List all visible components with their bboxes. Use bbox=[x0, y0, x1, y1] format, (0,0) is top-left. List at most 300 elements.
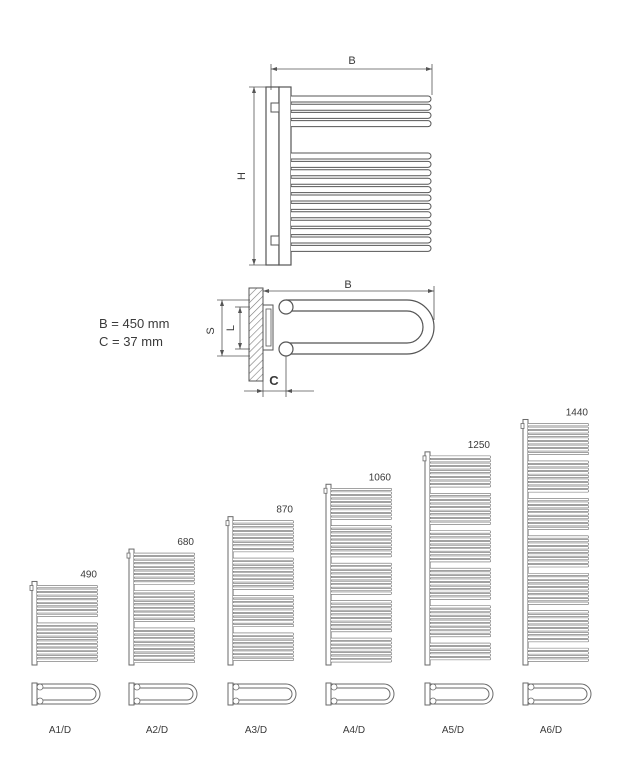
model-tube-bar bbox=[233, 549, 294, 551]
model-name-label: A3/D bbox=[244, 725, 268, 736]
model-tube-bar bbox=[528, 490, 589, 492]
model-tube-bar bbox=[430, 586, 491, 588]
model-side-u-inner bbox=[528, 688, 587, 700]
model-tube-bar bbox=[134, 560, 195, 562]
model-tube-bar bbox=[233, 587, 294, 589]
model-tube-bar bbox=[331, 570, 392, 572]
front-tube-bar bbox=[291, 245, 431, 251]
model-tube-bar bbox=[528, 486, 589, 488]
model-tube-bar bbox=[528, 625, 589, 627]
model-tube-bar bbox=[331, 588, 392, 590]
model-tube-bar bbox=[528, 445, 589, 447]
model-tube-bar bbox=[430, 515, 491, 517]
model-tube-bar bbox=[430, 459, 491, 461]
model-tube-bar bbox=[134, 616, 195, 618]
model-tube-bar bbox=[37, 585, 98, 587]
model-collector bbox=[523, 419, 528, 665]
model-tube-bar bbox=[331, 488, 392, 490]
model-side-collector bbox=[430, 698, 436, 704]
model-tube-bar bbox=[331, 544, 392, 546]
spec-b-value: B = 450 mm bbox=[99, 316, 170, 331]
model-tube-bar bbox=[528, 611, 589, 613]
model-tube-bar bbox=[331, 615, 392, 617]
model-tube-bar bbox=[233, 535, 294, 537]
model-tube-bar bbox=[528, 614, 589, 616]
model-tube-bar bbox=[528, 602, 589, 604]
side-collector-bottom bbox=[279, 342, 293, 356]
front-tube-bar bbox=[291, 220, 431, 226]
front-tube-bar bbox=[291, 187, 431, 193]
model-tube-bar bbox=[331, 495, 392, 497]
spec-c-value: C = 37 mm bbox=[99, 334, 163, 349]
side-s-label: S bbox=[205, 327, 217, 335]
model-side-collector bbox=[37, 684, 43, 690]
model-tube-bar bbox=[528, 648, 589, 650]
model-tube-bar bbox=[528, 502, 589, 504]
model-side-collector bbox=[528, 698, 534, 704]
model-tube-bar bbox=[134, 571, 195, 573]
model-side-bracket bbox=[228, 683, 233, 705]
model-tube-bar bbox=[37, 648, 98, 650]
model-tube-bar bbox=[528, 595, 589, 597]
model-tube-bar bbox=[331, 645, 392, 647]
model-tube-bar bbox=[134, 660, 195, 662]
model-tube-bar bbox=[528, 632, 589, 634]
model-tube-bar bbox=[528, 539, 589, 541]
model-tube-bar bbox=[430, 542, 491, 544]
model-tube-bar bbox=[528, 547, 589, 549]
model-height-label: 490 bbox=[80, 569, 97, 581]
model-tube-bar bbox=[37, 611, 98, 613]
model-tube-bar bbox=[331, 529, 392, 531]
side-l-arrow-top bbox=[238, 307, 242, 313]
model-tube-bar bbox=[134, 639, 195, 641]
front-view bbox=[236, 55, 432, 265]
model-tube-bar bbox=[331, 517, 392, 519]
model-tube-bar bbox=[528, 479, 589, 481]
model-tube-bar bbox=[430, 647, 491, 649]
model-tube-bar bbox=[233, 521, 294, 523]
model-tube-bar bbox=[430, 609, 491, 611]
model-tube-bar bbox=[37, 644, 98, 646]
model-tube-bar bbox=[134, 609, 195, 611]
front-h-arrow-top bbox=[252, 87, 256, 93]
model-tube-bar bbox=[37, 623, 98, 625]
model-tube-bar bbox=[430, 456, 491, 458]
model-tube-bar bbox=[233, 562, 294, 564]
model-tube-bar bbox=[528, 543, 589, 545]
model-tube-bar bbox=[331, 626, 392, 628]
model-tube-bar bbox=[430, 606, 491, 608]
side-b-label: B bbox=[344, 279, 352, 291]
front-b-arrow-right bbox=[426, 67, 432, 71]
model-tube-bar bbox=[430, 545, 491, 547]
front-tube-group bbox=[291, 96, 431, 251]
model-tube-bar bbox=[233, 633, 294, 635]
model-tube-bar bbox=[331, 649, 392, 651]
model-tube-bar bbox=[331, 608, 392, 610]
model-tube-bar bbox=[134, 619, 195, 621]
model-tube-bar bbox=[430, 643, 491, 645]
model-tube-bar bbox=[331, 585, 392, 587]
model-collector bbox=[326, 484, 331, 665]
model-tube-bar bbox=[331, 611, 392, 613]
model-tube-bar bbox=[528, 506, 589, 508]
model-side-bracket bbox=[326, 683, 331, 705]
model-side-collector bbox=[233, 684, 239, 690]
model-tube-bar bbox=[430, 474, 491, 476]
model-tube-bar bbox=[134, 657, 195, 659]
model-tube-bar bbox=[528, 655, 589, 657]
model-tube-bar bbox=[37, 614, 98, 616]
front-h-label: H bbox=[236, 172, 248, 180]
model-tube-bar bbox=[430, 627, 491, 629]
model-a5-d bbox=[423, 440, 493, 736]
front-tube-bar bbox=[291, 203, 431, 209]
model-side-u-outer bbox=[528, 684, 591, 704]
model-height-label: 1060 bbox=[368, 472, 391, 484]
model-tube-bar bbox=[134, 646, 195, 648]
model-lineup bbox=[30, 407, 591, 736]
side-collector-top bbox=[279, 300, 293, 314]
model-tube-bar bbox=[430, 493, 491, 495]
front-collector bbox=[279, 87, 291, 265]
model-side-u-outer bbox=[134, 684, 197, 704]
model-tube-bar bbox=[430, 477, 491, 479]
model-collector bbox=[425, 452, 430, 665]
front-tube-bar bbox=[291, 170, 431, 176]
model-tube-bar bbox=[430, 575, 491, 577]
model-name-label: A6/D bbox=[539, 725, 563, 736]
model-tube-bar bbox=[528, 434, 589, 436]
model-a1-d bbox=[30, 569, 100, 736]
model-side-collector bbox=[233, 698, 239, 704]
model-side-u-inner bbox=[331, 688, 390, 700]
model-tube-bar bbox=[37, 600, 98, 602]
model-tube-bar bbox=[528, 431, 589, 433]
model-name-label: A2/D bbox=[145, 725, 169, 736]
model-tube-bar bbox=[233, 569, 294, 571]
model-tube-bar bbox=[233, 599, 294, 601]
model-tube-bar bbox=[331, 551, 392, 553]
model-tube-bar bbox=[331, 513, 392, 515]
model-tube-bar bbox=[233, 576, 294, 578]
model-tube-bar bbox=[430, 650, 491, 652]
model-tube-bar bbox=[528, 629, 589, 631]
model-tube-bar bbox=[331, 574, 392, 576]
front-tube-bar bbox=[291, 161, 431, 167]
model-tube-bar bbox=[528, 639, 589, 641]
model-tube-bar bbox=[528, 423, 589, 425]
model-tube-bar bbox=[134, 628, 195, 630]
model-tube-bar bbox=[528, 524, 589, 526]
model-tube-bar bbox=[528, 475, 589, 477]
model-tube-bar bbox=[430, 485, 491, 487]
model-valve bbox=[127, 553, 130, 558]
model-height-label: 870 bbox=[276, 504, 293, 516]
model-tube-bar bbox=[37, 603, 98, 605]
model-tube-bar bbox=[37, 637, 98, 639]
front-tube-bar bbox=[291, 237, 431, 243]
model-tube-bar bbox=[430, 538, 491, 540]
side-b-arrow-left bbox=[263, 289, 269, 293]
front-tube-bar bbox=[291, 178, 431, 184]
side-s-arrow-bottom bbox=[220, 350, 224, 356]
model-tube-bar bbox=[37, 655, 98, 657]
model-tube-bar bbox=[528, 591, 589, 593]
model-name-label: A1/D bbox=[48, 725, 72, 736]
model-tube-bar bbox=[331, 638, 392, 640]
model-valve bbox=[324, 488, 327, 493]
side-bracket-inner bbox=[266, 309, 271, 346]
side-l-label: L bbox=[225, 324, 237, 332]
model-tube-bar bbox=[528, 598, 589, 600]
model-tube-bar bbox=[233, 583, 294, 585]
model-tube-bar bbox=[430, 467, 491, 469]
model-tube-bar bbox=[528, 509, 589, 511]
model-tube-bar bbox=[233, 546, 294, 548]
model-tube-bar bbox=[233, 531, 294, 533]
model-tube-bar bbox=[331, 652, 392, 654]
model-tube-bar bbox=[233, 610, 294, 612]
model-tube-bar bbox=[528, 557, 589, 559]
model-height-label: 680 bbox=[177, 537, 194, 549]
model-tube-bar bbox=[528, 483, 589, 485]
model-tube-bar bbox=[528, 588, 589, 590]
model-tube-bar bbox=[528, 449, 589, 451]
model-tube-bar bbox=[233, 606, 294, 608]
model-tube-bar bbox=[233, 524, 294, 526]
model-name-label: A5/D bbox=[441, 725, 465, 736]
front-tube-bar bbox=[291, 121, 431, 127]
front-valve-bottom bbox=[271, 236, 279, 245]
model-tube-bar bbox=[331, 503, 392, 505]
model-tube-bar bbox=[430, 481, 491, 483]
model-tube-bar bbox=[134, 557, 195, 559]
model-side-collector bbox=[430, 684, 436, 690]
model-tube-bar bbox=[134, 632, 195, 634]
model-tube-bar bbox=[134, 578, 195, 580]
model-tube-bar bbox=[430, 624, 491, 626]
model-tube-bar bbox=[331, 660, 392, 662]
model-side-collector bbox=[134, 698, 140, 704]
model-tube-bar bbox=[528, 472, 589, 474]
model-tube-bar bbox=[430, 654, 491, 656]
model-tube-bar bbox=[430, 590, 491, 592]
model-tube-bar bbox=[528, 573, 589, 575]
model-collector bbox=[129, 549, 134, 665]
side-view bbox=[205, 279, 434, 397]
model-tube-bar bbox=[430, 549, 491, 551]
model-tube-bar bbox=[528, 554, 589, 556]
model-tube-bar bbox=[331, 622, 392, 624]
model-tube-bar bbox=[331, 492, 392, 494]
model-tube-bar bbox=[233, 655, 294, 657]
model-tube-bar bbox=[134, 567, 195, 569]
model-tube-bar bbox=[430, 556, 491, 558]
front-tube-bar bbox=[291, 112, 431, 118]
model-tube-bar bbox=[430, 634, 491, 636]
model-tube-bar bbox=[233, 640, 294, 642]
model-side-collector bbox=[331, 698, 337, 704]
model-tube-bar bbox=[134, 553, 195, 555]
model-tube-bar bbox=[430, 511, 491, 513]
model-tube-bar bbox=[233, 647, 294, 649]
model-side-bracket bbox=[32, 683, 37, 705]
model-tube-bar bbox=[528, 520, 589, 522]
model-side-collector bbox=[528, 684, 534, 690]
side-l-arrow-bottom bbox=[238, 343, 242, 349]
model-tube-bar bbox=[37, 659, 98, 661]
model-tube-bar bbox=[528, 468, 589, 470]
model-tube-bar bbox=[430, 657, 491, 659]
model-tube-bar bbox=[134, 582, 195, 584]
model-side-u-inner bbox=[430, 688, 489, 700]
model-tube-bar bbox=[528, 621, 589, 623]
model-tube-bar bbox=[233, 539, 294, 541]
model-tube-bar bbox=[331, 578, 392, 580]
model-tube-bar bbox=[528, 513, 589, 515]
model-side-u-inner bbox=[134, 688, 193, 700]
model-side-bracket bbox=[523, 683, 528, 705]
side-s-arrow-top bbox=[220, 300, 224, 306]
model-tube-bar bbox=[233, 596, 294, 598]
model-tube-bar bbox=[430, 568, 491, 570]
model-tube-bar bbox=[134, 650, 195, 652]
model-tube-bar bbox=[37, 589, 98, 591]
model-tube-bar bbox=[430, 531, 491, 533]
model-tube-bar bbox=[430, 616, 491, 618]
model-tube-bar bbox=[233, 528, 294, 530]
model-tube-bar bbox=[430, 593, 491, 595]
model-tube-bar bbox=[37, 626, 98, 628]
model-tube-bar bbox=[430, 501, 491, 503]
model-tube-bar bbox=[528, 536, 589, 538]
model-tube-bar bbox=[528, 427, 589, 429]
model-tube-bar bbox=[233, 651, 294, 653]
model-height-label: 1250 bbox=[467, 439, 490, 451]
model-tube-bar bbox=[37, 652, 98, 654]
model-tube-bar bbox=[331, 526, 392, 528]
model-tube-bar bbox=[528, 659, 589, 661]
model-valve bbox=[521, 423, 524, 428]
model-tube-bar bbox=[430, 552, 491, 554]
model-side-collector bbox=[37, 698, 43, 704]
model-tube-bar bbox=[331, 629, 392, 631]
model-tube-bar bbox=[430, 620, 491, 622]
model-tube-bar bbox=[331, 533, 392, 535]
model-tube-bar bbox=[528, 652, 589, 654]
model-tube-bar bbox=[134, 605, 195, 607]
side-c-arrow-right bbox=[286, 389, 292, 393]
model-tube-bar bbox=[134, 564, 195, 566]
model-tube-bar bbox=[134, 653, 195, 655]
model-tube-bar bbox=[37, 607, 98, 609]
model-side-collector bbox=[331, 684, 337, 690]
model-side-bracket bbox=[425, 683, 430, 705]
model-side-u-inner bbox=[233, 688, 292, 700]
model-a4-d bbox=[324, 472, 394, 736]
model-tube-bar bbox=[331, 563, 392, 565]
model-tube-bar bbox=[528, 498, 589, 500]
model-tube-bar bbox=[331, 592, 392, 594]
front-b-label: B bbox=[348, 55, 356, 67]
model-tube-bar bbox=[528, 452, 589, 454]
model-tube-bar bbox=[430, 597, 491, 599]
model-tube-bar bbox=[528, 441, 589, 443]
model-tube-bar bbox=[430, 613, 491, 615]
model-tube-bar bbox=[430, 508, 491, 510]
front-h-arrow-bottom bbox=[252, 259, 256, 265]
model-collector bbox=[228, 517, 233, 665]
model-tube-bar bbox=[430, 504, 491, 506]
model-a3-d bbox=[226, 505, 296, 736]
model-tube-bar bbox=[528, 465, 589, 467]
model-tube-bar bbox=[430, 497, 491, 499]
model-tube-bar bbox=[233, 637, 294, 639]
model-a2-d bbox=[127, 537, 197, 736]
model-valve bbox=[423, 456, 426, 461]
model-side-u-outer bbox=[331, 684, 394, 704]
model-tube-bar bbox=[528, 580, 589, 582]
model-tube-bar bbox=[528, 565, 589, 567]
model-tube-bar bbox=[528, 561, 589, 563]
model-tube-bar bbox=[233, 621, 294, 623]
model-name-label: A4/D bbox=[342, 725, 366, 736]
model-tube-bar bbox=[331, 499, 392, 501]
model-tube-bar bbox=[134, 598, 195, 600]
model-tube-bar bbox=[331, 537, 392, 539]
model-side-u-inner bbox=[37, 688, 96, 700]
model-tube-bar bbox=[233, 614, 294, 616]
model-tube-bar bbox=[528, 550, 589, 552]
front-tube-bar bbox=[291, 96, 431, 102]
model-tube-bar bbox=[430, 522, 491, 524]
model-tube-bar bbox=[331, 567, 392, 569]
model-tube-bar bbox=[233, 573, 294, 575]
front-valve-top bbox=[271, 103, 279, 112]
model-side-u-outer bbox=[430, 684, 493, 704]
model-tube-bar bbox=[331, 555, 392, 557]
side-c-arrow-left bbox=[257, 389, 263, 393]
model-tube-bar bbox=[233, 644, 294, 646]
model-tube-bar bbox=[331, 506, 392, 508]
model-tube-bar bbox=[331, 510, 392, 512]
model-tube-bar bbox=[430, 534, 491, 536]
model-tube-bar bbox=[528, 461, 589, 463]
side-wall-hatched bbox=[249, 288, 263, 381]
model-tube-bar bbox=[233, 580, 294, 582]
front-tube-bar bbox=[291, 153, 431, 159]
model-tube-bar bbox=[528, 527, 589, 529]
model-tube-bar bbox=[233, 558, 294, 560]
model-tube-bar bbox=[528, 584, 589, 586]
model-tube-bar bbox=[134, 635, 195, 637]
model-collector bbox=[32, 581, 37, 665]
front-tube-bar bbox=[291, 195, 431, 201]
model-tube-bar bbox=[331, 656, 392, 658]
front-b-arrow-left bbox=[271, 67, 277, 71]
model-tube-bar bbox=[430, 572, 491, 574]
model-tube-bar bbox=[430, 579, 491, 581]
model-tube-bar bbox=[331, 601, 392, 603]
model-tube-bar bbox=[37, 596, 98, 598]
model-tube-bar bbox=[528, 438, 589, 440]
model-tube-bar bbox=[134, 642, 195, 644]
model-a6-d bbox=[521, 407, 591, 736]
side-u-tube-inner bbox=[286, 311, 423, 343]
side-c-label: C bbox=[269, 373, 279, 388]
